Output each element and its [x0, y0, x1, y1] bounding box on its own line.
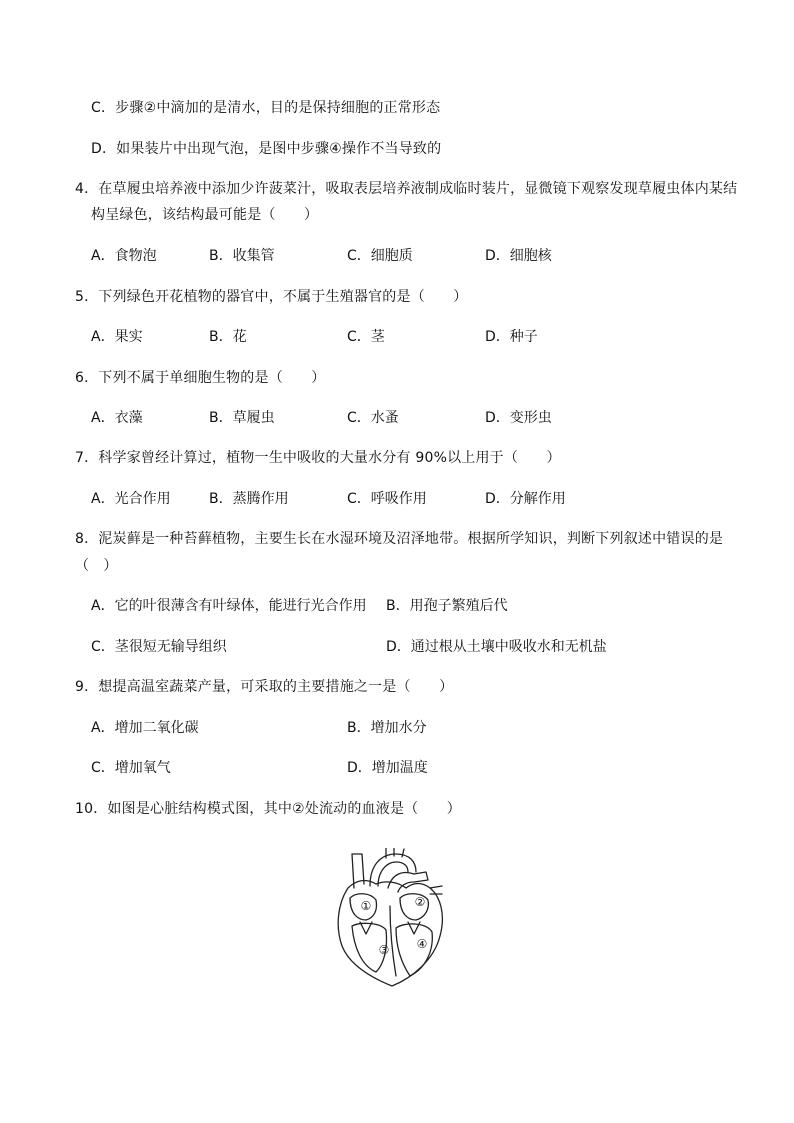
q4-option-d: D．细胞核 [485, 248, 552, 264]
heart-diagram [330, 848, 450, 988]
q8-option-d: D．通过根从土壤中吸收水和无机盐 [386, 639, 607, 655]
q9-option-c: C．增加氧气 [91, 760, 171, 776]
q6-option-d: D．变形虫 [485, 410, 552, 426]
q4-option-b: B．收集管 [209, 248, 275, 264]
q7-option-b: B．蒸腾作用 [209, 491, 289, 507]
heart-label-3: ③ [378, 943, 390, 957]
q9-option-b: B．增加水分 [347, 720, 427, 736]
q7-stem: 7．科学家曾经计算过，植物一生中吸收的大量水分有 90%以上用于（ ） [75, 450, 561, 466]
q9-stem: 9．想提高温室蔬菜产量，可采取的主要措施之一是（ ） [75, 679, 454, 695]
heart-label-4: ④ [416, 937, 428, 951]
q6-option-b: B．草履虫 [209, 410, 275, 426]
q6-option-a: A．衣藻 [91, 410, 143, 426]
q10-stem: 10．如图是心脏结构模式图，其中②处流动的血液是（ ） [75, 801, 461, 817]
heart-label-1: ① [360, 899, 372, 913]
q8-stem-line2: （ ） [75, 558, 118, 574]
q7-option-a: A．光合作用 [91, 491, 171, 507]
q6-option-c: C．水蚤 [347, 410, 399, 426]
q8-option-a: A．它的叶很薄含有叶绿体，能进行光合作用 [91, 598, 367, 614]
q7-option-d: D．分解作用 [485, 491, 566, 507]
q7-option-c: C．呼吸作用 [347, 491, 427, 507]
heart-label-2: ② [414, 895, 426, 909]
q9-option-a: A．增加二氧化碳 [91, 720, 199, 736]
q9-option-d: D．增加温度 [347, 760, 428, 776]
q6-stem: 6．下列不属于单细胞生物的是（ ） [75, 370, 326, 386]
q8-option-c: C．茎很短无输导组织 [91, 639, 227, 655]
q4-stem-line1: 4．在草履虫培养液中添加少许菠菜汁，吸取表层培养液制成临时装片，显微镜下观察发现草履虫体内某结 [75, 181, 738, 197]
q5-option-d: D．种子 [485, 329, 538, 345]
q4-option-c: C．细胞质 [347, 248, 413, 264]
q4-stem-line2: 构呈绿色，该结构最可能是（ ） [91, 207, 319, 223]
q5-stem: 5．下列绿色开花植物的器官中，不属于生殖器官的是（ ） [75, 289, 468, 305]
q3-option-d: D．如果装片中出现气泡，是图中步骤④操作不当导致的 [91, 141, 442, 157]
q8-option-b: B．用孢子繁殖后代 [386, 598, 508, 614]
q5-option-a: A．果实 [91, 329, 143, 345]
q5-option-c: C．茎 [347, 329, 385, 345]
q8-stem-line1: 8．泥炭藓是一种苔藓植物，主要生长在水湿环境及沼泽地带。根据所学知识，判断下列叙述中错误的是 [75, 531, 724, 547]
q3-option-c: C．步骤②中滴加的是清水，目的是保持细胞的正常形态 [91, 100, 441, 116]
q5-option-b: B．花 [209, 329, 247, 345]
q4-option-a: A．食物泡 [91, 248, 157, 264]
